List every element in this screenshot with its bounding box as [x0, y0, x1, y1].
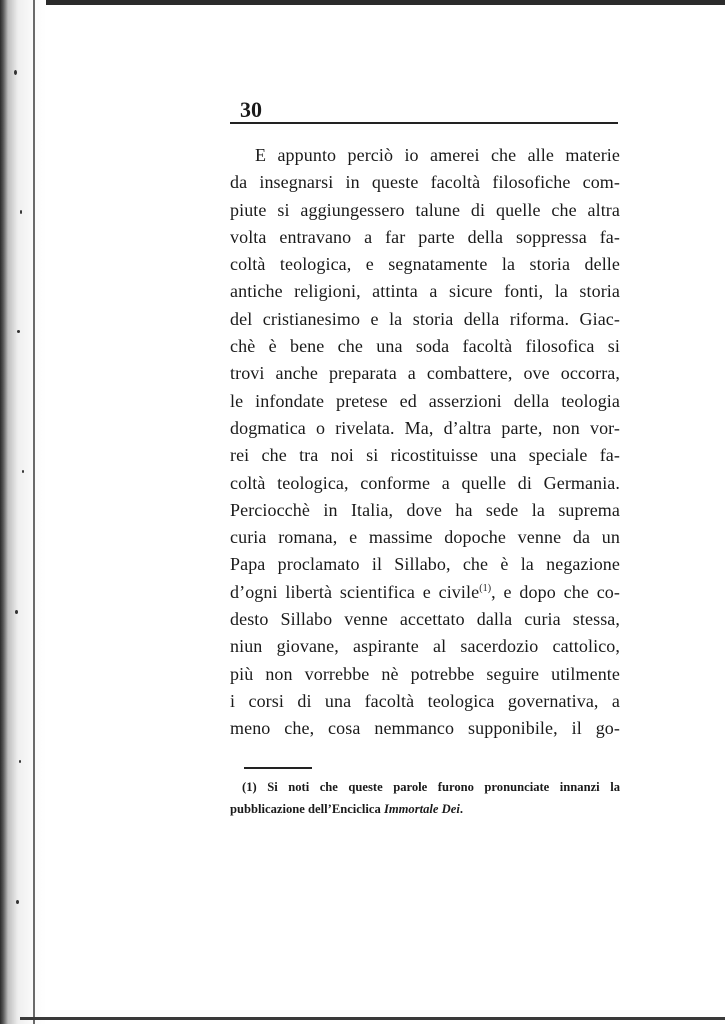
scan-speck — [15, 610, 18, 614]
scan-speck — [19, 760, 21, 763]
footnote-rule — [244, 767, 312, 769]
scan-speck — [20, 210, 22, 214]
text-line: rei che tra noi si ricostituisse una speciale fa- — [230, 445, 620, 466]
footnote-text-end: . — [459, 802, 464, 816]
text-line: trovi anche preparata a combattere, ove occorra, — [230, 363, 620, 384]
header-rule — [230, 122, 618, 124]
text-line — [230, 579, 620, 606]
body-text — [230, 142, 620, 743]
footnote-text: pubblicazione dell’Enciclica — [230, 802, 384, 816]
text-line: antiche religioni, attinta a sicure fonti, la storia — [230, 281, 620, 302]
text-line: dogmatica o rivelata. Ma, d’altra parte, non vor- — [230, 417, 620, 438]
text-line: più non vorrebbe nè potrebbe seguire utilmente — [230, 663, 620, 684]
footnote-reference: (1) — [479, 582, 492, 594]
scan-top-edge — [46, 0, 725, 5]
scan-speck — [16, 900, 19, 904]
footnote-line — [230, 798, 620, 820]
book-gutter-shadow — [0, 0, 46, 1024]
page-number: 30 — [240, 97, 262, 122]
encyclical-title: Immortale Dei — [383, 802, 460, 816]
text-line: meno che, cosa nemmanco supponibile, il go- — [230, 718, 620, 739]
text-line: le infondate pretese ed asserzioni della teologia — [230, 390, 620, 411]
scan-speck — [22, 470, 24, 473]
text-line: niun giovane, aspirante al sacerdozio cattolico, — [230, 636, 620, 657]
text-line: chè è bene che una soda facoltà filosofica si — [230, 336, 620, 357]
footnote-line: (1) Si noti che queste parole furono pronunciate innanzi la — [242, 780, 620, 794]
scan-speck — [17, 330, 20, 333]
text-line-start: d’ogni libertà scientifica e civile — [230, 581, 480, 602]
text-line: curia romana, e massime dopoche venne da un — [230, 527, 620, 548]
text-line-end: , e dopo che co- — [491, 581, 620, 602]
binding-edge — [33, 0, 35, 1024]
text-line: Perciocchè in Italia, dove ha sede la suprema — [230, 499, 620, 520]
text-line: desto Sillabo venne accettato dalla curia stessa, — [230, 609, 620, 630]
footnote — [230, 776, 620, 820]
text-line: volta entravano a far parte della soppressa fa- — [230, 226, 620, 247]
text-line: i corsi di una facoltà teologica governativa, a — [230, 690, 620, 711]
text-line: coltà teologica, e segnatamente la storia delle — [230, 254, 620, 275]
text-line: E appunto perciò io amerei che alle materie — [255, 145, 620, 165]
text-line: da insegnarsi in queste facoltà filosofiche com- — [230, 172, 620, 193]
text-line: coltà teologica, conforme a quelle di Germania. — [230, 472, 620, 493]
text-line: del cristianesimo e la storia della riforma. Giac- — [230, 308, 620, 329]
scan-bottom-edge — [20, 1017, 725, 1020]
text-line: Papa proclamato il Sillabo, che è la negazione — [230, 554, 620, 575]
scan-speck — [14, 70, 17, 75]
text-line: piute si aggiungessero talune di quelle che altra — [230, 199, 620, 220]
